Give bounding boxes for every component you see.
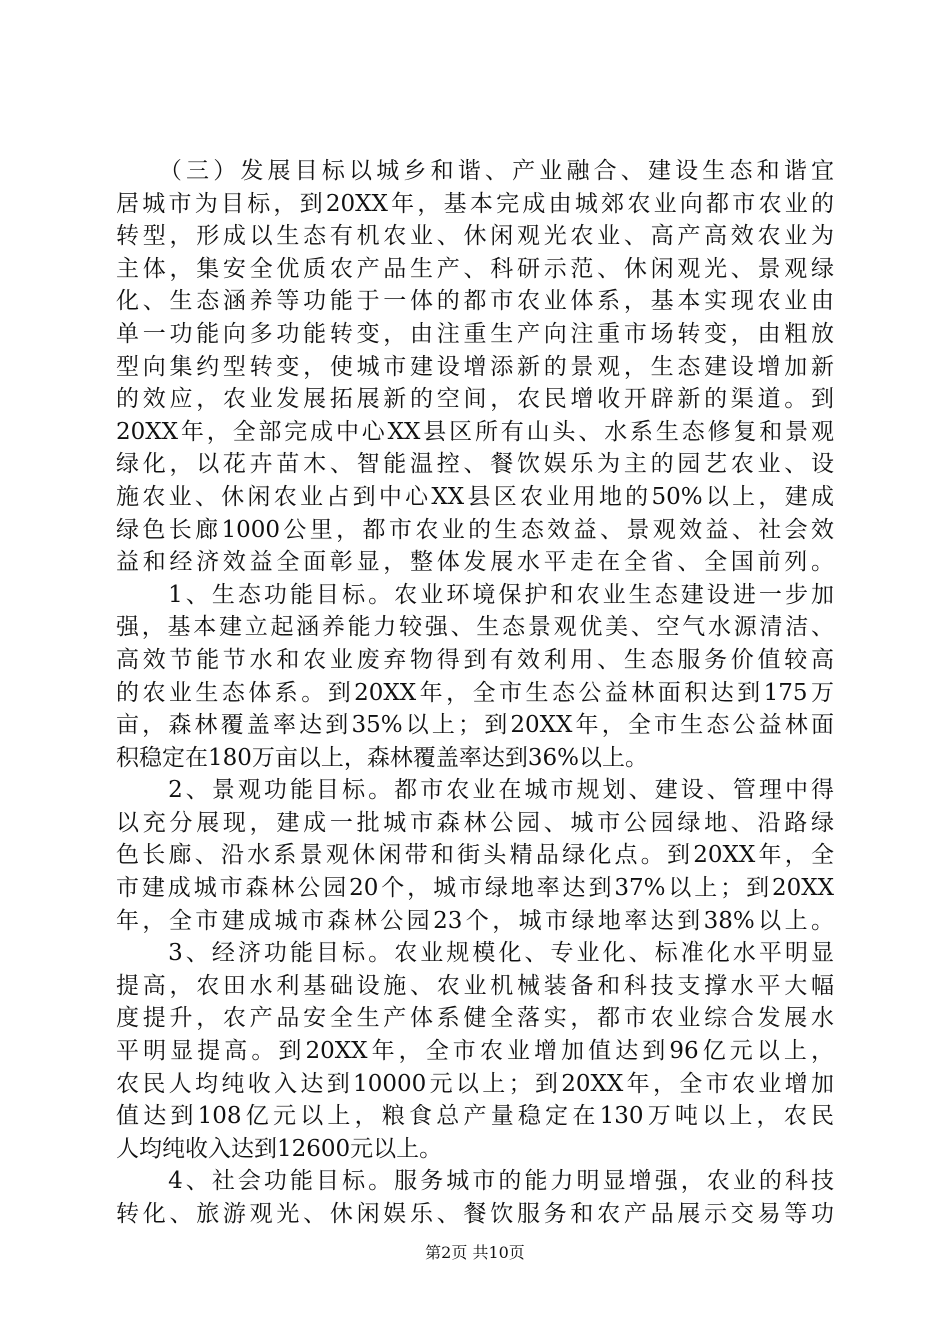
text-line: 2、景观功能目标。都市农业在城市规划、建设、管理中得 bbox=[116, 777, 834, 804]
text-line: 农民人均纯收入达到10000元以上；到20XX年，全市农业增加 bbox=[116, 1070, 834, 1097]
text-line: 主体，集安全优质农产品生产、科研示范、休闲观光、景观绿 bbox=[116, 255, 834, 282]
text-line: 绿化，以花卉苗木、智能温控、餐饮娱乐为主的园艺农业、设 bbox=[116, 451, 834, 478]
text-line: 以充分展现，建成一批城市森林公园、城市公园绿地、沿路绿 bbox=[116, 809, 834, 836]
text-line: 3、经济功能目标。农业规模化、专业化、标准化水平明显 bbox=[116, 940, 834, 967]
text-line: 居城市为目标，到20XX年，基本完成由城郊农业向都市农业的 bbox=[116, 190, 834, 217]
text-line: 年，全市建成城市森林公园23个，城市绿地率达到38%以上。 bbox=[116, 907, 834, 934]
text-line: 转化、旅游观光、休闲娱乐、餐饮服务和农产品展示交易等功 bbox=[116, 1201, 834, 1227]
text-line: 值达到108亿元以上，粮食总产量稳定在130万吨以上，农民 bbox=[116, 1103, 834, 1130]
text-line: （三）发展目标以城乡和谐、产业融合、建设生态和谐宜 bbox=[116, 158, 834, 184]
text-line: 的农业生态体系。到20XX年，全市生态公益林面积达到175万 bbox=[116, 679, 834, 706]
text-line: 施农业、休闲农业占到中心XX县区农业用地的50%以上，建成 bbox=[116, 483, 834, 510]
text-line: 市建成城市森林公园20个，城市绿地率达到37%以上；到20XX bbox=[116, 875, 834, 902]
text-line: 平明显提高。到20XX年，全市农业增加值达到96亿元以上， bbox=[116, 1038, 834, 1065]
text-line: 积稳定在180万亩以上，森林覆盖率达到36%以上。 bbox=[116, 744, 649, 771]
text-line: 的效应，农业发展拓展新的空间，农民增收开辟新的渠道。到 bbox=[116, 386, 834, 413]
text-line: 绿色长廊1000公里，都市农业的生态效益、景观效益、社会效 bbox=[116, 516, 834, 543]
text-line: 色长廊、沿水系景观休闲带和街头精品绿化点。到20XX年，全 bbox=[116, 842, 834, 869]
text-line: 单一功能向多功能转变，由注重生产向注重市场转变，由粗放 bbox=[116, 320, 834, 347]
text-line: 4、社会功能目标。服务城市的能力明显增强，农业的科技 bbox=[116, 1168, 834, 1195]
text-line: 亩，森林覆盖率达到35%以上；到20XX年，全市生态公益林面 bbox=[116, 712, 834, 739]
text-line: 化、生态涵养等功能于一体的都市农业体系，基本实现农业由 bbox=[116, 288, 834, 315]
text-line: 1、生态功能目标。农业环境保护和农业生态建设进一步加 bbox=[116, 581, 834, 608]
text-line: 益和经济效益全面彰显，整体发展水平走在全省、全国前列。 bbox=[116, 549, 834, 576]
text-line: 转型，形成以生态有机农业、休闲观光农业、高产高效农业为 bbox=[116, 223, 834, 250]
text-line: 型向集约型转变，使城市建设增添新的景观，生态建设增加新 bbox=[116, 353, 834, 380]
document-body bbox=[116, 155, 834, 1231]
text-line: 高效节能节水和农业废弃物得到有效利用、生态服务价值较高 bbox=[116, 646, 834, 673]
text-line: 提高，农田水利基础设施、农业机械装备和科技支撑水平大幅 bbox=[116, 972, 834, 999]
text-line: 度提升，农产品安全生产体系健全落实，都市农业综合发展水 bbox=[116, 1005, 834, 1032]
text-line: 20XX年，全部完成中心XX县区所有山头、水系生态修复和景观 bbox=[116, 418, 834, 445]
page-footer: 第2页 共10页 bbox=[425, 1243, 525, 1262]
text-line: 强，基本建立起涵养能力较强、生态景观优美、空气水源清洁、 bbox=[116, 614, 834, 641]
text-line: 人均纯收入达到12600元以上。 bbox=[116, 1135, 443, 1162]
